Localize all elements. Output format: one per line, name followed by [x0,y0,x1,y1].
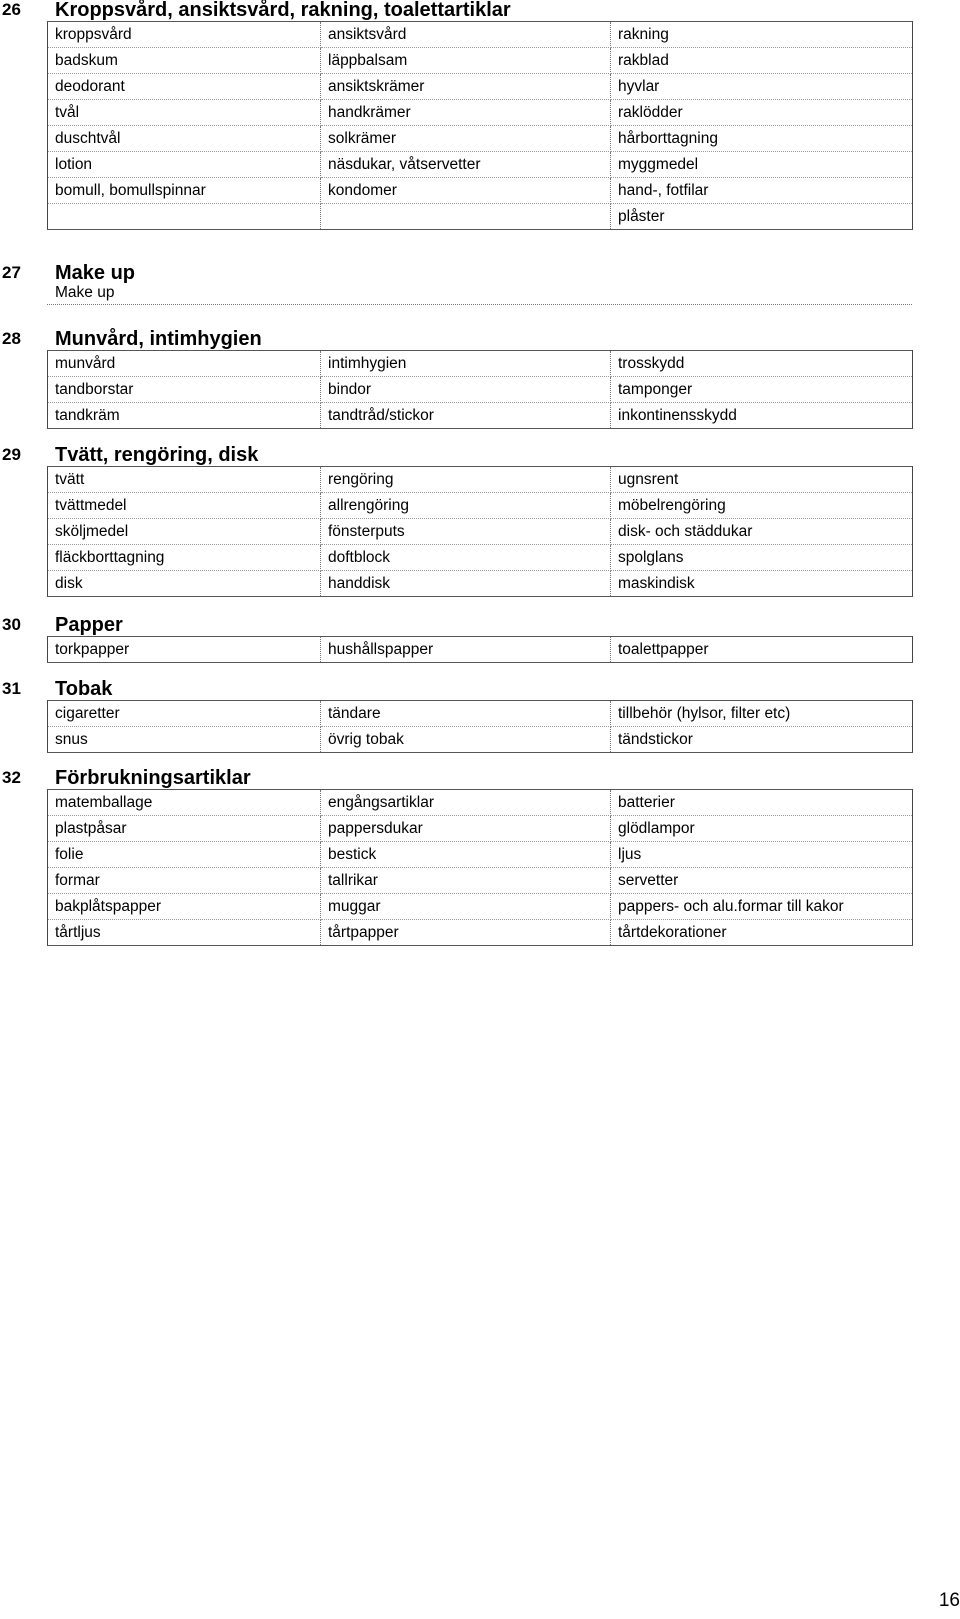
table-cell: tårtljus [48,920,321,946]
table-row [48,519,913,545]
table-cell: hyvlar [611,74,913,100]
section-number: 30 [2,615,21,634]
table-cell: inkontinensskydd [611,403,913,429]
category-table [47,789,913,946]
table-cell: fläckborttagning [48,545,321,571]
section-number: 27 [2,263,21,282]
table-cell: ansiktsvård [321,22,611,48]
table-row [48,178,913,204]
section-number: 31 [2,679,21,698]
table-cell: lotion [48,152,321,178]
page-number: 16 [938,1590,960,1611]
section-number: 26 [2,0,21,19]
table-cell: torkpapper [48,637,321,663]
table-row [48,790,913,816]
table-cell: bomull, bomullspinnar [48,178,321,204]
table-cell: plastpåsar [48,816,321,842]
table-cell: tvätt [48,467,321,493]
table-cell: plåster [611,204,913,230]
table-cell: tvättmedel [48,493,321,519]
section-title: Tvätt, rengöring, disk [55,444,259,466]
section-title: Tobak [55,678,113,700]
table-row [48,467,913,493]
table-row [48,126,913,152]
section-number: 28 [2,329,21,348]
table-cell: maskindisk [611,571,913,597]
table-cell: allrengöring [321,493,611,519]
table-cell: möbelrengöring [611,493,913,519]
table-row [48,152,913,178]
table-cell: näsdukar, våtservetter [321,152,611,178]
table-cell: tändstickor [611,727,913,753]
table-cell: tallrikar [321,868,611,894]
table-row [48,842,913,868]
table-cell [321,204,611,230]
table-cell: tårtdekorationer [611,920,913,946]
table-row [48,377,913,403]
category-table [47,350,913,429]
table-cell: ljus [611,842,913,868]
table-cell: solkrämer [321,126,611,152]
table-cell: disk [48,571,321,597]
section-title: Förbrukningsartiklar [55,767,251,789]
table-cell: glödlampor [611,816,913,842]
table-cell: hand-, fotfilar [611,178,913,204]
table-cell: tandborstar [48,377,321,403]
table-cell [48,204,321,230]
section-title: Kroppsvård, ansiktsvård, rakning, toalettartiklar [55,0,511,21]
table-cell: rengöring [321,467,611,493]
category-table [47,466,913,597]
table-row [48,100,913,126]
table-row [48,571,913,597]
table-cell: kondomer [321,178,611,204]
table-cell: doftblock [321,545,611,571]
table-cell: munvård [48,351,321,377]
table-cell: handkrämer [321,100,611,126]
table-cell: kroppsvård [48,22,321,48]
table-row [48,894,913,920]
table-cell: tårtpapper [321,920,611,946]
table-row [48,727,913,753]
table-cell: rakblad [611,48,913,74]
table-row [48,920,913,946]
table-cell: ansiktskrämer [321,74,611,100]
section-number: 29 [2,445,21,464]
table-cell: intimhygien [321,351,611,377]
table-cell: tandtråd/stickor [321,403,611,429]
table-cell: raklödder [611,100,913,126]
table-cell: ugnsrent [611,467,913,493]
table-cell: övrig tobak [321,727,611,753]
table-cell: matemballage [48,790,321,816]
table-row [48,493,913,519]
table-cell: snus [48,727,321,753]
table-cell: cigaretter [48,701,321,727]
category-table [47,21,913,230]
table-row [48,545,913,571]
table-cell: läppbalsam [321,48,611,74]
section-subtitle: Make up [47,282,912,305]
table-cell: sköljmedel [48,519,321,545]
table-row [48,403,913,429]
table-cell: engångsartiklar [321,790,611,816]
table-cell: disk- och städdukar [611,519,913,545]
category-table [47,700,913,753]
table-cell: duschtvål [48,126,321,152]
table-row [48,204,913,230]
table-row [48,816,913,842]
table-cell: tandkräm [48,403,321,429]
table-row [48,351,913,377]
table-cell: handdisk [321,571,611,597]
table-cell: tillbehör (hylsor, filter etc) [611,701,913,727]
table-cell: tändare [321,701,611,727]
table-cell: bakplåtspapper [48,894,321,920]
table-row [48,48,913,74]
category-table [47,636,913,663]
table-cell: hushållspapper [321,637,611,663]
table-cell: rakning [611,22,913,48]
table-row [48,22,913,48]
table-cell: pappersdukar [321,816,611,842]
table-row [48,701,913,727]
section-title: Munvård, intimhygien [55,328,262,350]
table-cell: hårborttagning [611,126,913,152]
table-cell: folie [48,842,321,868]
section-title: Make up [55,262,136,284]
table-cell: trosskydd [611,351,913,377]
table-row [48,74,913,100]
table-cell: muggar [321,894,611,920]
table-cell: servetter [611,868,913,894]
section-number: 32 [2,768,21,787]
table-cell: formar [48,868,321,894]
table-cell: toalettpapper [611,637,913,663]
table-cell: batterier [611,790,913,816]
section-title: Papper [55,614,123,636]
table-cell: myggmedel [611,152,913,178]
table-cell: tamponger [611,377,913,403]
table-cell: bindor [321,377,611,403]
table-cell: bestick [321,842,611,868]
table-cell: pappers- och alu.formar till kakor [611,894,913,920]
table-cell: tvål [48,100,321,126]
table-cell: badskum [48,48,321,74]
table-row [48,868,913,894]
table-cell: spolglans [611,545,913,571]
table-cell: deodorant [48,74,321,100]
table-row [48,637,913,663]
table-cell: fönsterputs [321,519,611,545]
